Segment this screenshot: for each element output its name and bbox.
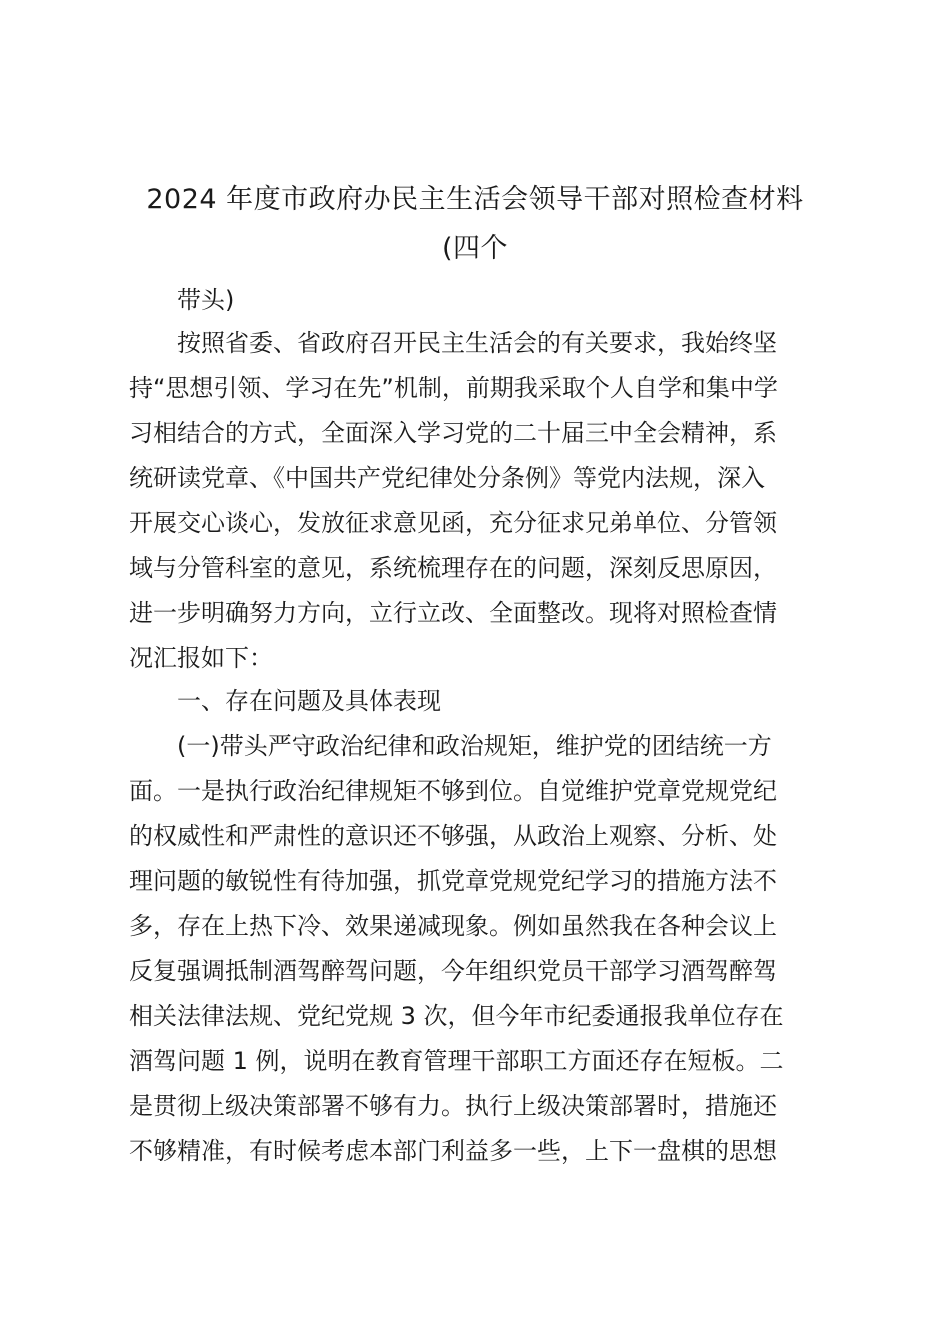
document-title-line-2: (四个 [441,233,509,264]
paragraph-body-line: 相关法律法规、党纪党规 3 次，但今年市纪委通报我单位存在 [129,1002,784,1030]
paragraph-body-line: (一)带头严守政治纪律和政治规矩，维护党的团结统一方 [177,732,772,760]
paragraph-intro-line: 进一步明确努力方向，立行立改、全面整改。现将对照检查情 [129,599,777,627]
paragraph-intro-line: 开展交心谈心，发放征求意见函，充分征求兄弟单位、分管领 [129,509,777,537]
paragraph-body-line: 是贯彻上级决策部署不够有力。执行上级决策部署时，措施还 [129,1092,777,1120]
paragraph-body-line: 理问题的敏锐性有待加强，抓党章党规党纪学习的措施方法不 [129,867,777,895]
paragraph-intro-line: 况汇报如下： [129,644,273,672]
paragraph-body-line: 的权威性和严肃性的意识还不够强，从政治上观察、分析、处 [129,822,777,850]
paragraph-intro-line: 按照省委、省政府召开民主生活会的有关要求，我始终坚 [177,329,777,357]
title-continuation: 带头) [177,286,235,314]
paragraph-intro-line: 持“思想引领、学习在先”机制，前期我采取个人自学和集中学 [129,374,778,402]
paragraph-body-line: 面。一是执行政治纪律规矩不够到位。自觉维护党章党规党纪 [129,777,777,805]
paragraph-body-line: 反复强调抵制酒驾醉驾问题，今年组织党员干部学习酒驾醉驾 [129,957,777,985]
paragraph-intro-line: 统研读党章、《中国共产党纪律处分条例》等党内法规，深入 [129,464,765,492]
section-heading: 一、存在问题及具体表现 [177,687,441,715]
paragraph-body-line: 不够精准，有时候考虑本部门利益多一些，上下一盘棋的思想 [129,1137,777,1165]
document-title-line-1: 2024 年度市政府办民主生活会领导干部对照检查材料 [146,184,804,215]
paragraph-intro-line: 域与分管科室的意见，系统梳理存在的问题，深刻反思原因， [129,554,777,582]
paragraph-intro-line: 习相结合的方式，全面深入学习党的二十届三中全会精神，系 [129,419,777,447]
paragraph-body-line: 多，存在上热下冷、效果递减现象。例如虽然我在各种会议上 [129,912,777,940]
paragraph-body-line: 酒驾问题 1 例，说明在教育管理干部职工方面还存在短板。二 [129,1047,784,1075]
